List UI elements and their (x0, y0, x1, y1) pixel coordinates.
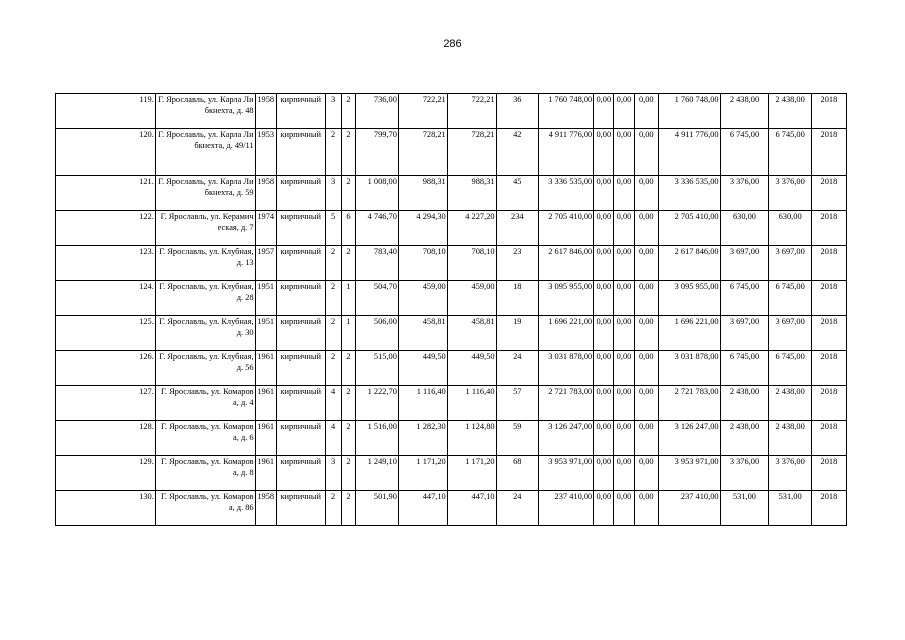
cell-area2: 722,21 (398, 94, 447, 129)
cell-num: 122. (56, 211, 156, 246)
table-row (56, 491, 847, 526)
cell-floors: 3 (325, 176, 341, 211)
cell-num: 127. (56, 386, 156, 421)
cell-z1: 0,00 (594, 386, 614, 421)
cell-z2: 0,00 (614, 129, 634, 176)
cell-cost: 3 126 247,00 (539, 421, 594, 456)
cell-floors: 2 (325, 246, 341, 281)
cell-residents: 57 (496, 386, 538, 421)
cell-num: 119. (56, 94, 156, 129)
cell-area2: 708,10 (398, 246, 447, 281)
cell-unit-cost: 2 438,00 (720, 386, 769, 421)
cell-num: 124. (56, 281, 156, 316)
cell-period: 2018 (811, 246, 846, 281)
cell-area2: 988,31 (398, 176, 447, 211)
cell-total-area: 4 746,70 (356, 211, 398, 246)
cell-z2: 0,00 (614, 456, 634, 491)
cell-material: кирпичный (276, 281, 325, 316)
cell-unit-cost: 6 745,00 (720, 281, 769, 316)
cell-floors: 5 (325, 211, 341, 246)
cell-unit-cost2: 3 376,00 (769, 456, 811, 491)
cell-area2: 1 116,40 (398, 386, 447, 421)
cell-area3: 988,31 (447, 176, 496, 211)
cell-year: 1957 (255, 246, 276, 281)
cell-z3: 0,00 (634, 281, 658, 316)
cell-period: 2018 (811, 176, 846, 211)
cell-floors: 2 (325, 491, 341, 526)
cell-total-area: 1 516,00 (356, 421, 398, 456)
cell-cost: 237 410,00 (539, 491, 594, 526)
cell-total-area: 501,90 (356, 491, 398, 526)
cell-z3: 0,00 (634, 491, 658, 526)
cell-unit-cost: 2 438,00 (720, 421, 769, 456)
cell-material: кирпичный (276, 456, 325, 491)
cell-year: 1961 (255, 351, 276, 386)
cell-material: кирпичный (276, 246, 325, 281)
cell-entrances: 1 (341, 316, 356, 351)
cell-cost2: 1 760 748,00 (658, 94, 720, 129)
cell-unit-cost2: 2 438,00 (769, 421, 811, 456)
cell-material: кирпичный (276, 351, 325, 386)
cell-entrances: 2 (341, 246, 356, 281)
cell-cost2: 237 410,00 (658, 491, 720, 526)
table-row (56, 94, 847, 129)
cell-year: 1951 (255, 316, 276, 351)
cell-residents: 45 (496, 176, 538, 211)
cell-year: 1974 (255, 211, 276, 246)
cell-addr: Г. Ярославль, ул. Клубная, д. 30 (155, 316, 255, 351)
cell-material: кирпичный (276, 211, 325, 246)
cell-cost: 1 696 221,00 (539, 316, 594, 351)
cell-cost: 3 953 971,00 (539, 456, 594, 491)
cell-area3: 459,00 (447, 281, 496, 316)
cell-period: 2018 (811, 316, 846, 351)
cell-floors: 2 (325, 316, 341, 351)
cell-year: 1961 (255, 456, 276, 491)
cell-residents: 24 (496, 351, 538, 386)
cell-cost2: 4 911 776,00 (658, 129, 720, 176)
cell-material: кирпичный (276, 94, 325, 129)
cell-period: 2018 (811, 281, 846, 316)
cell-total-area: 506,00 (356, 316, 398, 351)
cell-period: 2018 (811, 456, 846, 491)
cell-total-area: 1 249,10 (356, 456, 398, 491)
cell-addr: Г. Ярославль, ул. Комарова, д. 4 (155, 386, 255, 421)
cell-total-area: 783,40 (356, 246, 398, 281)
cell-total-area: 736,00 (356, 94, 398, 129)
cell-unit-cost: 3 697,00 (720, 316, 769, 351)
cell-period: 2018 (811, 129, 846, 176)
cell-cost2: 3 953 971,00 (658, 456, 720, 491)
cell-cost2: 3 336 535,00 (658, 176, 720, 211)
cell-entrances: 1 (341, 281, 356, 316)
cell-material: кирпичный (276, 421, 325, 456)
cell-z3: 0,00 (634, 176, 658, 211)
cell-z2: 0,00 (614, 421, 634, 456)
cell-cost: 2 705 410,00 (539, 211, 594, 246)
cell-unit-cost: 6 745,00 (720, 351, 769, 386)
cell-floors: 2 (325, 351, 341, 386)
cell-z3: 0,00 (634, 211, 658, 246)
cell-area2: 458,81 (398, 316, 447, 351)
cell-area2: 449,50 (398, 351, 447, 386)
cell-unit-cost: 3 376,00 (720, 456, 769, 491)
cell-z2: 0,00 (614, 316, 634, 351)
table-row (56, 386, 847, 421)
cell-entrances: 2 (341, 129, 356, 176)
cell-unit-cost: 2 438,00 (720, 94, 769, 129)
cell-z1: 0,00 (594, 94, 614, 129)
table-row (56, 129, 847, 176)
cell-z3: 0,00 (634, 421, 658, 456)
cell-unit-cost2: 630,00 (769, 211, 811, 246)
cell-floors: 4 (325, 386, 341, 421)
cell-area3: 1 124,80 (447, 421, 496, 456)
cell-unit-cost: 531,00 (720, 491, 769, 526)
cell-area3: 708,10 (447, 246, 496, 281)
cell-entrances: 6 (341, 211, 356, 246)
cell-entrances: 2 (341, 421, 356, 456)
cell-area2: 1 282,30 (398, 421, 447, 456)
cell-residents: 36 (496, 94, 538, 129)
cell-unit-cost2: 3 697,00 (769, 246, 811, 281)
cell-unit-cost2: 2 438,00 (769, 94, 811, 129)
cell-area2: 447,10 (398, 491, 447, 526)
cell-unit-cost2: 2 438,00 (769, 386, 811, 421)
cell-cost2: 3 095 955,00 (658, 281, 720, 316)
cell-total-area: 515,00 (356, 351, 398, 386)
cell-num: 120. (56, 129, 156, 176)
cell-material: кирпичный (276, 316, 325, 351)
cell-residents: 42 (496, 129, 538, 176)
cell-material: кирпичный (276, 386, 325, 421)
cell-unit-cost: 3 697,00 (720, 246, 769, 281)
cell-area2: 728,21 (398, 129, 447, 176)
cell-addr: Г. Ярославль, ул. Комарова, д. 6 (155, 421, 255, 456)
cell-cost: 3 095 955,00 (539, 281, 594, 316)
cell-total-area: 504,70 (356, 281, 398, 316)
cell-z3: 0,00 (634, 386, 658, 421)
cell-residents: 234 (496, 211, 538, 246)
cell-area3: 728,21 (447, 129, 496, 176)
cell-unit-cost2: 6 745,00 (769, 351, 811, 386)
cell-period: 2018 (811, 211, 846, 246)
cell-year: 1953 (255, 129, 276, 176)
cell-total-area: 1 008,00 (356, 176, 398, 211)
cell-total-area: 799,70 (356, 129, 398, 176)
cell-cost: 3 031 878,00 (539, 351, 594, 386)
cell-entrances: 2 (341, 94, 356, 129)
cell-area2: 459,00 (398, 281, 447, 316)
cell-z1: 0,00 (594, 421, 614, 456)
cell-year: 1961 (255, 386, 276, 421)
table-row (56, 211, 847, 246)
housing-register-table (55, 93, 847, 526)
cell-area3: 458,81 (447, 316, 496, 351)
cell-addr: Г. Ярославль, ул. Клубная, д. 56 (155, 351, 255, 386)
cell-z1: 0,00 (594, 456, 614, 491)
cell-cost: 1 760 748,00 (539, 94, 594, 129)
cell-z3: 0,00 (634, 246, 658, 281)
cell-z3: 0,00 (634, 94, 658, 129)
cell-cost2: 1 696 221,00 (658, 316, 720, 351)
cell-z2: 0,00 (614, 176, 634, 211)
cell-period: 2018 (811, 386, 846, 421)
cell-residents: 24 (496, 491, 538, 526)
cell-material: кирпичный (276, 176, 325, 211)
cell-num: 121. (56, 176, 156, 211)
cell-area3: 4 227,20 (447, 211, 496, 246)
cell-year: 1958 (255, 491, 276, 526)
cell-area3: 449,50 (447, 351, 496, 386)
table-row (56, 176, 847, 211)
table-row (56, 456, 847, 491)
cell-unit-cost2: 6 745,00 (769, 129, 811, 176)
cell-z2: 0,00 (614, 281, 634, 316)
cell-residents: 59 (496, 421, 538, 456)
cell-z1: 0,00 (594, 316, 614, 351)
cell-z2: 0,00 (614, 386, 634, 421)
cell-period: 2018 (811, 351, 846, 386)
cell-period: 2018 (811, 94, 846, 129)
cell-z2: 0,00 (614, 94, 634, 129)
cell-residents: 18 (496, 281, 538, 316)
cell-cost: 2 721 783,00 (539, 386, 594, 421)
cell-unit-cost2: 3 697,00 (769, 316, 811, 351)
cell-num: 129. (56, 456, 156, 491)
cell-unit-cost2: 531,00 (769, 491, 811, 526)
cell-floors: 2 (325, 281, 341, 316)
cell-area3: 722,21 (447, 94, 496, 129)
cell-z2: 0,00 (614, 491, 634, 526)
cell-area3: 1 171,20 (447, 456, 496, 491)
cell-num: 123. (56, 246, 156, 281)
cell-num: 126. (56, 351, 156, 386)
table-row (56, 246, 847, 281)
cell-floors: 3 (325, 456, 341, 491)
cell-num: 125. (56, 316, 156, 351)
cell-num: 128. (56, 421, 156, 456)
cell-floors: 3 (325, 94, 341, 129)
cell-addr: Г. Ярославль, ул. Карла Либкнехта, д. 49/11 (155, 129, 255, 176)
cell-z3: 0,00 (634, 351, 658, 386)
cell-z1: 0,00 (594, 176, 614, 211)
cell-unit-cost: 6 745,00 (720, 129, 769, 176)
cell-area2: 1 171,20 (398, 456, 447, 491)
cell-z2: 0,00 (614, 351, 634, 386)
table-row (56, 316, 847, 351)
cell-cost2: 2 705 410,00 (658, 211, 720, 246)
cell-cost2: 3 126 247,00 (658, 421, 720, 456)
cell-unit-cost2: 6 745,00 (769, 281, 811, 316)
cell-residents: 23 (496, 246, 538, 281)
cell-z3: 0,00 (634, 129, 658, 176)
cell-residents: 19 (496, 316, 538, 351)
cell-floors: 4 (325, 421, 341, 456)
cell-addr: Г. Ярославль, ул. Клубная, д. 13 (155, 246, 255, 281)
cell-residents: 68 (496, 456, 538, 491)
page-number: 286 (443, 38, 462, 50)
cell-addr: Г. Ярославль, ул. Комарова, д. 86 (155, 491, 255, 526)
cell-total-area: 1 222,70 (356, 386, 398, 421)
cell-z3: 0,00 (634, 456, 658, 491)
cell-area3: 1 116,40 (447, 386, 496, 421)
cell-z1: 0,00 (594, 351, 614, 386)
cell-unit-cost: 3 376,00 (720, 176, 769, 211)
cell-z1: 0,00 (594, 491, 614, 526)
cell-addr: Г. Ярославль, ул. Комарова, д. 8 (155, 456, 255, 491)
cell-period: 2018 (811, 491, 846, 526)
cell-entrances: 2 (341, 351, 356, 386)
cell-num: 130. (56, 491, 156, 526)
table-row (56, 281, 847, 316)
cell-unit-cost: 630,00 (720, 211, 769, 246)
cell-year: 1961 (255, 421, 276, 456)
cell-z2: 0,00 (614, 246, 634, 281)
cell-unit-cost2: 3 376,00 (769, 176, 811, 211)
cell-entrances: 2 (341, 176, 356, 211)
cell-cost2: 2 721 783,00 (658, 386, 720, 421)
cell-area2: 4 294,30 (398, 211, 447, 246)
cell-cost: 4 911 776,00 (539, 129, 594, 176)
cell-year: 1958 (255, 94, 276, 129)
cell-year: 1958 (255, 176, 276, 211)
cell-addr: Г. Ярославль, ул. Керамическая, д. 7 (155, 211, 255, 246)
cell-z1: 0,00 (594, 246, 614, 281)
table-row (56, 421, 847, 456)
cell-cost: 2 617 846,00 (539, 246, 594, 281)
cell-addr: Г. Ярославль, ул. Карла Либкнехта, д. 59 (155, 176, 255, 211)
cell-floors: 2 (325, 129, 341, 176)
cell-cost2: 2 617 846,00 (658, 246, 720, 281)
cell-entrances: 2 (341, 456, 356, 491)
cell-entrances: 2 (341, 491, 356, 526)
cell-z1: 0,00 (594, 129, 614, 176)
cell-year: 1951 (255, 281, 276, 316)
cell-cost2: 3 031 878,00 (658, 351, 720, 386)
cell-z1: 0,00 (594, 281, 614, 316)
cell-cost: 3 336 535,00 (539, 176, 594, 211)
cell-material: кирпичный (276, 129, 325, 176)
cell-material: кирпичный (276, 491, 325, 526)
cell-period: 2018 (811, 421, 846, 456)
cell-z1: 0,00 (594, 211, 614, 246)
cell-addr: Г. Ярославль, ул. Клубная, д. 28 (155, 281, 255, 316)
cell-addr: Г. Ярославль, ул. Карла Либкнехта, д. 48 (155, 94, 255, 129)
cell-entrances: 2 (341, 386, 356, 421)
cell-z3: 0,00 (634, 316, 658, 351)
cell-z2: 0,00 (614, 211, 634, 246)
table-row (56, 351, 847, 386)
cell-area3: 447,10 (447, 491, 496, 526)
